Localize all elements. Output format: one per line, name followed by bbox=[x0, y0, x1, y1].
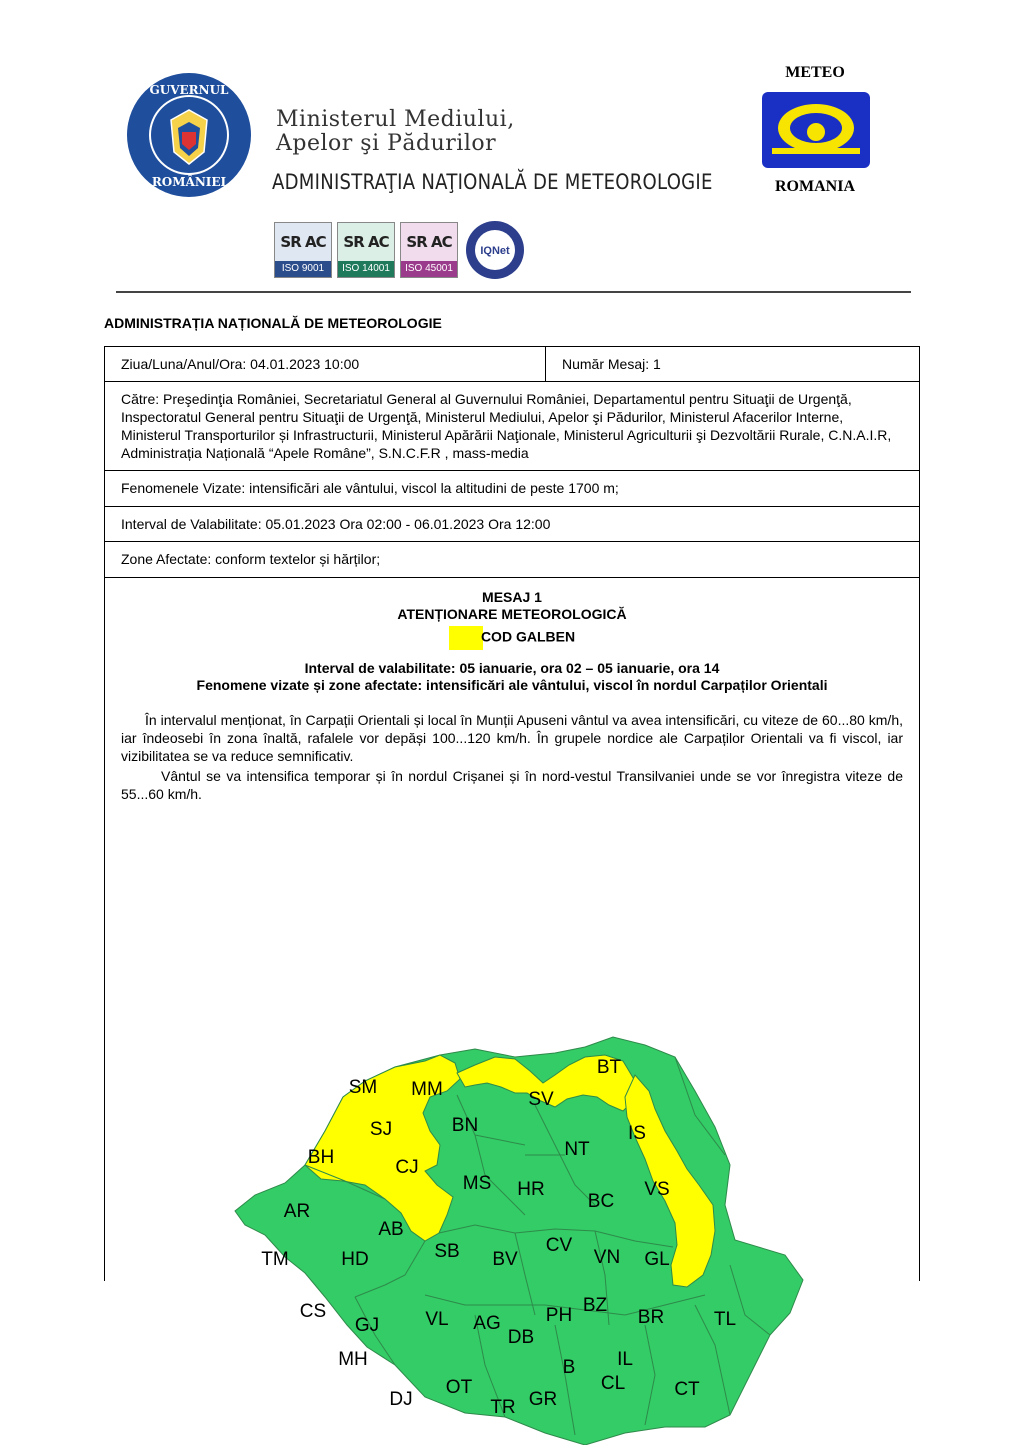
yellow-code-square bbox=[449, 626, 483, 650]
county-label-cj: CJ bbox=[395, 1157, 419, 1178]
county-label-tm: TM bbox=[261, 1249, 289, 1270]
certification-label: ISO 45001 bbox=[401, 261, 457, 277]
county-label-cl: CL bbox=[600, 1373, 626, 1394]
county-label-ag: AG bbox=[473, 1313, 501, 1334]
county-label-ar: AR bbox=[283, 1201, 311, 1222]
warning-code bbox=[105, 626, 919, 650]
county-label-vl: VL bbox=[425, 1309, 449, 1330]
romania-territory bbox=[235, 1037, 803, 1445]
county-label-hr: HR bbox=[517, 1179, 545, 1200]
certification-iso-9001 bbox=[274, 222, 332, 278]
table-row-date bbox=[105, 347, 919, 382]
meteo-label-top: METEO bbox=[785, 64, 845, 81]
datetime-cell: Ziua/Luna/Anul/Ora: 04.01.2023 10:00 bbox=[121, 356, 360, 372]
county-label-bv: BV bbox=[492, 1249, 518, 1270]
county-label-bz: BZ bbox=[582, 1295, 608, 1316]
county-label-b: B bbox=[562, 1357, 576, 1378]
county-label-sm: SM bbox=[348, 1077, 378, 1098]
table-row-recipients bbox=[105, 382, 919, 471]
meteo-label-bottom: ROMANIA bbox=[775, 178, 855, 195]
county-label-mh: MH bbox=[338, 1349, 368, 1370]
message-interval: Interval de valabilitate: 05 ianuarie, ora 02 – 05 ianuarie, ora 14 bbox=[304, 660, 720, 676]
county-label-gl: GL bbox=[644, 1249, 670, 1270]
county-label-tl: TL bbox=[713, 1309, 737, 1330]
warning-code-label: COD GALBEN bbox=[480, 628, 576, 645]
message-paragraph-2: Vântul se va intensifica temporar și în nordul Crișanei și în nord-vestul Transilvaniei unde se vor înregistra viteze de 55...60 km/h. bbox=[121, 768, 903, 802]
document-title: ADMINISTRAȚIA NAȚIONALĂ DE METEOROLOGIE bbox=[104, 315, 442, 331]
warning-table bbox=[104, 346, 920, 1418]
agency-name: ADMINISTRAŢIA NAŢIONALĂ DE METEOROLOGIE bbox=[272, 170, 713, 194]
county-label-vn: VN bbox=[593, 1247, 621, 1268]
county-label-mm: MM bbox=[411, 1079, 443, 1100]
county-label-ph: PH bbox=[545, 1305, 573, 1326]
county-label-gr: GR bbox=[528, 1389, 558, 1410]
seal-text-bottom: ROMÂNIEI bbox=[151, 175, 227, 189]
romania-warning-map bbox=[225, 1035, 805, 1445]
certification-label: ISO 14001 bbox=[338, 261, 394, 277]
county-label-bc: BC bbox=[587, 1191, 615, 1212]
county-label-cv: CV bbox=[545, 1235, 573, 1256]
certification-label: ISO 9001 bbox=[275, 261, 331, 277]
county-label-hd: HD bbox=[341, 1249, 369, 1270]
county-label-bn: BN bbox=[451, 1115, 479, 1136]
certification-iso-45001 bbox=[400, 222, 458, 278]
sr-ac-logo: SR AC bbox=[275, 223, 331, 261]
message-heading: MESAJ 1 bbox=[482, 589, 542, 605]
county-label-ms: MS bbox=[462, 1173, 492, 1194]
ministry-name bbox=[276, 108, 515, 156]
table-row-phenomena bbox=[105, 471, 919, 507]
iqnet-certification-logo bbox=[465, 220, 525, 280]
ministry-line-1: Ministerul Mediului, bbox=[276, 107, 515, 132]
recipients-cell: Către: Preşedinţia României, Secretariatul General al Guvernului României, Departamentul pentru Situaţii de Urgenţă, Inspectoratul General pentru Situaţii de Urgenţă, Ministerul Mediului, Apelor şi Pădurilor, Ministerul Afacerilor Interne, Ministerul Transporturilor și Infrastructurii, Ministerul Apărării Naţionale, Ministerul Agriculturii şi Dezvoltării Rurale, C.N.A.I.R, Administrația Națională “Apele Române”, S.N.C.F.R , mass-media bbox=[121, 391, 892, 461]
county-label-bt: BT bbox=[596, 1057, 622, 1078]
county-label-bh: BH bbox=[307, 1147, 335, 1168]
sr-ac-logo: SR AC bbox=[338, 223, 394, 261]
header-divider bbox=[116, 291, 911, 293]
county-label-ot: OT bbox=[445, 1377, 473, 1398]
county-label-br: BR bbox=[637, 1307, 665, 1328]
certification-iso-14001 bbox=[337, 222, 395, 278]
iqnet-label: IQNet bbox=[480, 245, 510, 257]
message-section bbox=[105, 579, 919, 1418]
message-type: ATENȚIONARE METEOROLOGICĂ bbox=[397, 606, 627, 622]
phenomena-cell: Fenomenele Vizate: intensificări ale vântului, viscol la altitudini de peste 1700 m; bbox=[121, 480, 619, 496]
table-row-validity bbox=[105, 507, 919, 542]
county-label-sj: SJ bbox=[369, 1119, 393, 1140]
government-seal-logo bbox=[126, 72, 252, 198]
message-number-cell: Număr Mesaj: 1 bbox=[562, 356, 661, 372]
county-label-il: IL bbox=[617, 1349, 633, 1370]
county-label-cs: CS bbox=[299, 1301, 327, 1322]
sr-ac-logo: SR AC bbox=[401, 223, 457, 261]
county-label-dj: DJ bbox=[389, 1389, 413, 1410]
table-row-zones bbox=[105, 542, 919, 578]
county-label-gj: GJ bbox=[354, 1315, 380, 1336]
county-label-nt: NT bbox=[564, 1139, 590, 1160]
county-label-tr: TR bbox=[490, 1397, 516, 1418]
zones-cell: Zone Afectate: conform textelor și hărților; bbox=[121, 551, 381, 567]
county-label-ct: CT bbox=[674, 1379, 700, 1400]
county-label-sb: SB bbox=[434, 1241, 460, 1262]
county-label-sv: SV bbox=[528, 1089, 554, 1110]
meteo-romania-logo bbox=[762, 92, 870, 168]
county-label-is: IS bbox=[628, 1123, 646, 1144]
county-label-ab: AB bbox=[378, 1219, 404, 1240]
county-label-db: DB bbox=[507, 1327, 535, 1348]
message-paragraph-1: În intervalul menționat, în Carpații Orientali și local în Munții Apuseni vântul va avea intensificări, cu viteze de 60...80 km/h, iar îndeosebi în zona înaltă, rafalele vor depăși 100...120 km/h. În grupele nordice ale Carpaților Orientali va fi viscol, iar vizibilitatea se va reduce semnificativ. bbox=[121, 712, 903, 764]
message-phenomena-zones: Fenomene vizate și zone afectate: intensificări ale vântului, viscol în nordul Carpaților Orientali bbox=[196, 677, 828, 693]
ministry-line-2: Apelor şi Pădurilor bbox=[276, 131, 497, 156]
county-label-vs: VS bbox=[644, 1179, 670, 1200]
validity-cell: Interval de Valabilitate: 05.01.2023 Ora 02:00 - 06.01.2023 Ora 12:00 bbox=[121, 516, 551, 532]
seal-text-top: GUVERNUL bbox=[149, 83, 229, 97]
